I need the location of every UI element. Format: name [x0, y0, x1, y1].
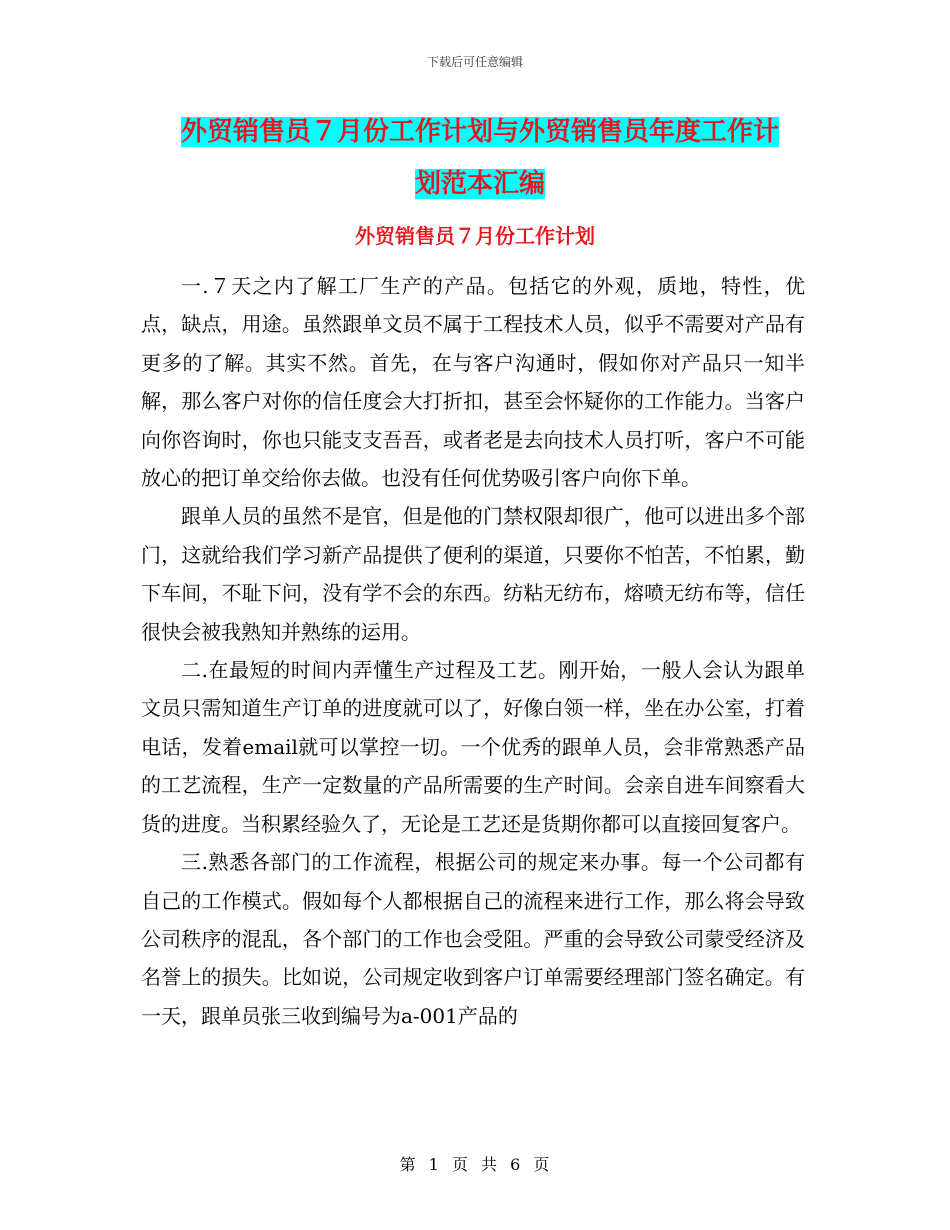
section-title: 外贸销售员７月份工作计划	[355, 224, 595, 248]
paragraph: 跟单人员的虽然不是官，但是他的门禁权限却很广，他可以进出多个部门，这就给我们学习新产品提供了便利的渠道，只要你不怕苦，不怕累，勤下车间，不耻下问，没有学不会的东西。纺粘无纺布，熔喷无纺布等，信任很快会被我熟知并熟练的运用。	[141, 504, 805, 644]
paragraph: 三.熟悉各部门的工作流程，根据公司的规定来办事。每一个公司都有自己的工作模式。假如每个人都根据自己的流程来进行工作，那么将会导致公司秩序的混乱，各个部门的工作也会受阻。严重的会导致公司蒙受经济及名誉上的损失。比如说，公司规定收到客户订单需要经理部门签名确定。有一天，跟单员张三收到编号为a-001产品的	[141, 850, 805, 1028]
document-title-line2: 划范本汇编	[414, 169, 545, 199]
page-footer: 第 1 页 共 6 页	[399, 1155, 551, 1174]
paragraph: 二.在最短的时间内弄懂生产过程及工艺。刚开始，一般人会认为跟单文员只需知道生产订单的进度就可以了，好像白领一样，坐在办公室，打着电话，发着email就可以掌控一切。一个优秀的跟单人员，会非常熟悉产品的工艺流程，生产一定数量的产品所需要的生产时间。会亲自进车间察看大货的进度。当积累经验久了，无论是工艺还是货期你都可以直接回复客户。	[141, 658, 805, 836]
document-title-line1: 外贸销售员７月份工作计划与外贸销售员年度工作计	[180, 117, 779, 147]
document-title	[140, 106, 820, 210]
paragraph: 一.７天之内了解工厂生产的产品。包括它的外观，质地，特性，优点，缺点，用途。虽然跟单文员不属于工程技术人员，似乎不需要对产品有更多的了解。其实不然。首先，在与客户沟通时，假如你对产品只一知半解，那么客户对你的信任度会大打折扣，甚至会怀疑你的工作能力。当客户向你咨询时，你也只能支支吾吾，或者老是去向技术人员打听，客户不可能放心的把订单交给你去做。也没有任何优势吸引客户向你下单。	[141, 274, 805, 491]
header-note: 下载后可任意编辑	[426, 55, 523, 69]
document-body	[141, 267, 805, 1035]
